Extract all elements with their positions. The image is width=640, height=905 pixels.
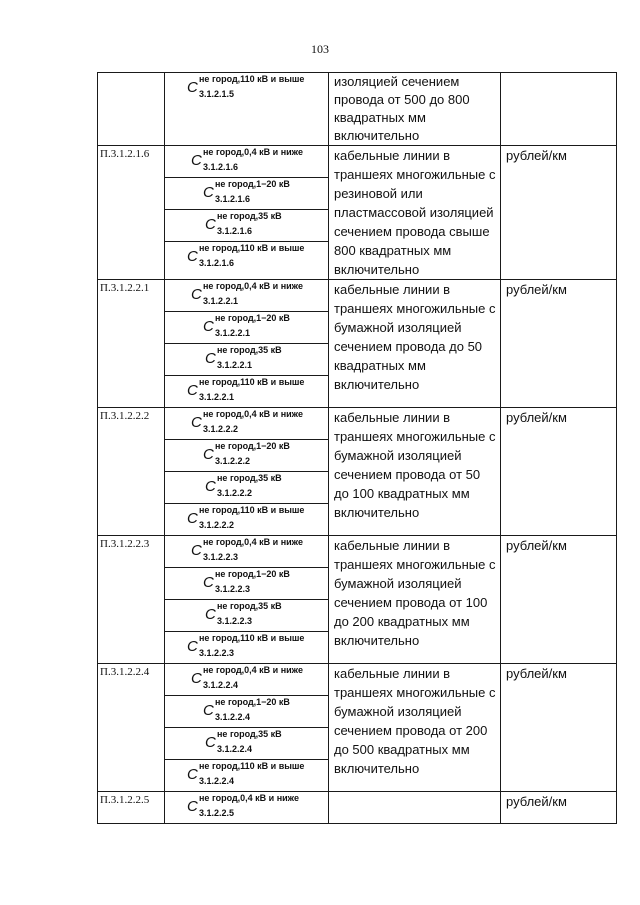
formula-subscript: 3.1.2.2.4	[217, 744, 253, 754]
formula-subscript: 3.1.2.2.4	[215, 712, 251, 722]
formula-superscript: не город,110 кВ и выше	[199, 243, 305, 253]
formula-superscript: не город,0,4 кВ и ниже	[199, 793, 299, 803]
formula-subscript: 3.1.2.2.1	[215, 328, 251, 338]
table-row	[98, 408, 617, 536]
formula	[165, 695, 328, 727]
formula-superscript: не город,110 кВ и выше	[199, 377, 305, 387]
formula-cell	[165, 792, 329, 824]
formula	[165, 503, 328, 535]
formula-superscript: не город,0,4 кВ и ниже	[203, 665, 303, 675]
formula-symbol: C	[191, 152, 202, 169]
formula-subscript: 3.1.2.1.6	[215, 194, 251, 204]
formula-superscript: не город,35 кВ	[217, 729, 282, 739]
formula-superscript: не город,0,4 кВ и ниже	[203, 147, 303, 157]
formula-superscript: не город,0,4 кВ и ниже	[203, 409, 303, 419]
row-unit	[501, 73, 617, 146]
formula-superscript: не город,1−20 кВ	[215, 179, 290, 189]
formula-symbol: C	[203, 574, 214, 591]
formula-cell	[165, 280, 329, 408]
formula-subscript: 3.1.2.2.4	[203, 680, 239, 690]
formula-cell	[165, 73, 329, 146]
formula-symbol: C	[191, 286, 202, 303]
formula-superscript: не город,35 кВ	[217, 345, 282, 355]
formula-symbol: C	[187, 248, 198, 265]
formula-subscript: 3.1.2.2.3	[203, 552, 239, 562]
formula-superscript: не город,35 кВ	[217, 473, 282, 483]
table-row	[98, 664, 617, 792]
row-code: П.3.1.2.2.2	[98, 408, 165, 536]
formula-symbol: C	[187, 798, 198, 815]
formula-cell	[165, 536, 329, 664]
formula	[165, 439, 328, 471]
row-description	[329, 792, 501, 824]
formula-subscript: 3.1.2.2.3	[215, 584, 251, 594]
table-row	[98, 792, 617, 824]
row-code: П.3.1.2.2.4	[98, 664, 165, 792]
formula-cell	[165, 664, 329, 792]
formula-subscript: 3.1.2.2.3	[217, 616, 253, 626]
formula-subscript: 3.1.2.2.2	[217, 488, 253, 498]
formula-subscript: 3.1.2.2.5	[199, 808, 235, 818]
row-description: кабельные линии в траншеях многожильные с бумажной изоляцией сечением провода до 50 квадратных мм включительно	[329, 280, 501, 408]
formula-superscript: не город,110 кВ и выше	[199, 74, 305, 84]
formula-symbol: C	[205, 216, 216, 233]
row-unit: рублей/км	[501, 408, 617, 536]
row-description: кабельные линии в траншеях многожильные с бумажной изоляцией сечением провода от 50 до 100 квадратных мм включительно	[329, 408, 501, 536]
formula-symbol: C	[203, 446, 214, 463]
formula-subscript: 3.1.2.2.1	[203, 296, 239, 306]
formula-subscript: 3.1.2.1.6	[203, 162, 239, 172]
formula-subscript: 3.1.2.2.2	[215, 456, 251, 466]
row-code: П.3.1.2.1.6	[98, 146, 165, 280]
formula-subscript: 3.1.2.1.6	[199, 258, 235, 268]
formula	[165, 759, 328, 791]
formula-symbol: C	[191, 414, 202, 431]
formula-symbol: C	[187, 382, 198, 399]
formula	[165, 599, 328, 631]
table-row	[98, 280, 617, 408]
formula	[165, 311, 328, 343]
formula-symbol: C	[191, 542, 202, 559]
formula	[165, 343, 328, 375]
row-unit: рублей/км	[501, 664, 617, 792]
formula	[165, 567, 328, 599]
formula	[165, 177, 328, 209]
formula-superscript: не город,1−20 кВ	[215, 313, 290, 323]
formula-symbol: C	[191, 670, 202, 687]
formula-subscript: 3.1.2.2.2	[199, 520, 235, 530]
formula-symbol: C	[187, 510, 198, 527]
formula	[165, 664, 328, 695]
formula	[165, 408, 328, 439]
tariff-table	[97, 72, 617, 824]
row-unit: рублей/км	[501, 792, 617, 824]
table-row	[98, 73, 617, 146]
formula-superscript: не город,35 кВ	[217, 601, 282, 611]
row-code: П.3.1.2.2.1	[98, 280, 165, 408]
formula-superscript: не город,0,4 кВ и ниже	[203, 537, 303, 547]
formula	[165, 280, 328, 311]
formula-subscript: 3.1.2.2.4	[199, 776, 235, 786]
formula-subscript: 3.1.2.2.1	[217, 360, 253, 370]
formula-superscript: не город,1−20 кВ	[215, 697, 290, 707]
formula-symbol: C	[203, 702, 214, 719]
formula-superscript: не город,110 кВ и выше	[199, 633, 305, 643]
formula-symbol: C	[187, 766, 198, 783]
formula-subscript: 3.1.2.1.5	[199, 89, 235, 99]
formula-symbol: C	[205, 478, 216, 495]
table-row	[98, 536, 617, 664]
formula-superscript: не город,110 кВ и выше	[199, 761, 305, 771]
row-code: П.3.1.2.2.3	[98, 536, 165, 664]
formula	[165, 241, 328, 273]
formula-cell	[165, 408, 329, 536]
formula-superscript: не город,1−20 кВ	[215, 441, 290, 451]
formula	[165, 146, 328, 177]
row-code	[98, 73, 165, 146]
row-description: кабельные линии в траншеях многожильные с бумажной изоляцией сечением провода от 200 до 500 квадратных мм включительно	[329, 664, 501, 792]
formula-cell	[165, 146, 329, 280]
row-description: кабельные линии в траншеях многожильные с резиновой или пластмассовой изоляцией сечением провода свыше 800 квадратных мм включительно	[329, 146, 501, 280]
formula-symbol: C	[203, 184, 214, 201]
formula	[165, 375, 328, 407]
formula-superscript: не город,1−20 кВ	[215, 569, 290, 579]
row-description: кабельные линии в траншеях многожильные с бумажной изоляцией сечением провода от 100 до 200 квадратных мм включительно	[329, 536, 501, 664]
formula-symbol: C	[205, 734, 216, 751]
formula-superscript: не город,110 кВ и выше	[199, 505, 305, 515]
formula	[165, 631, 328, 663]
page-number: 103	[311, 42, 329, 56]
formula	[165, 73, 328, 104]
formula-symbol: C	[205, 606, 216, 623]
formula	[165, 536, 328, 567]
formula-symbol: C	[187, 79, 198, 96]
row-unit: рублей/км	[501, 280, 617, 408]
formula-symbol: C	[205, 350, 216, 367]
formula-symbol: C	[187, 638, 198, 655]
formula	[165, 209, 328, 241]
row-description: изоляцией сечением провода от 500 до 800 квадратных мм включительно	[329, 73, 501, 146]
formula	[165, 727, 328, 759]
row-unit: рублей/км	[501, 146, 617, 280]
table-row	[98, 146, 617, 280]
formula-symbol: C	[203, 318, 214, 335]
formula-subscript: 3.1.2.2.3	[199, 648, 235, 658]
formula-superscript: не город,0,4 кВ и ниже	[203, 281, 303, 291]
formula-subscript: 3.1.2.2.1	[199, 392, 235, 402]
formula	[165, 792, 328, 823]
formula-subscript: 3.1.2.2.2	[203, 424, 239, 434]
row-unit: рублей/км	[501, 536, 617, 664]
formula-superscript: не город,35 кВ	[217, 211, 282, 221]
formula-subscript: 3.1.2.1.6	[217, 226, 253, 236]
formula	[165, 471, 328, 503]
row-code: П.3.1.2.2.5	[98, 792, 165, 824]
